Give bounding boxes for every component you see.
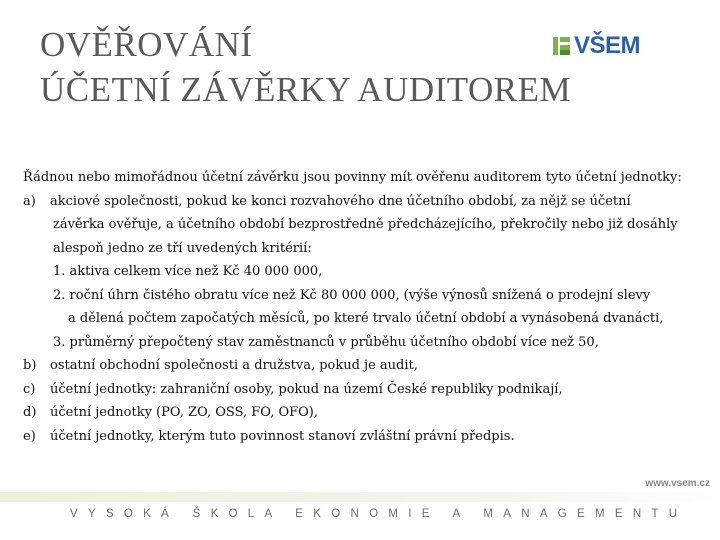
- slide-title-line-1: OVĚŘOVÁNÍ: [40, 25, 253, 64]
- list-item-c-text: účetní jednotky: zahraniční osoby, pokud na území České republiky podnikají,: [50, 381, 563, 397]
- slide-body: [23, 166, 713, 448]
- intro-text: Řádnou nebo mimořádnou účetní závěrku jsou povinny mít ověřenu auditorem tyto účetní jednotky:: [23, 170, 682, 185]
- list-marker: c): [23, 381, 36, 397]
- list-marker: e): [23, 428, 36, 444]
- list-item-e: [23, 425, 713, 449]
- vsem-logo: [553, 30, 653, 62]
- footer-band: [0, 492, 720, 502]
- list-item-d: [23, 401, 713, 425]
- list-item-b: [23, 354, 713, 378]
- list-item-a: [23, 190, 713, 214]
- list-item-a-line-2: závěrka ověřuje, a účetního období bezprostředně předcházejícího, překročily nebo již dosáhly: [53, 217, 678, 232]
- footer-url: www.vsem.cz: [645, 478, 710, 489]
- footer-school-name: VYSOKÁ ŠKOLA EKONOMIE A MANAGEMENTU: [70, 508, 688, 520]
- list-marker: a): [23, 193, 36, 209]
- criterion-3: 3. průměrný přepočtený stav zaměstnanců v průběhu účetního období více než 50,: [53, 334, 599, 350]
- criterion-2: 2. roční úhrn čistého obratu více než Kč 80 000 000, (výše výnosů snížená o prodejní slevy: [53, 287, 651, 303]
- vsem-logo-text: VŠEM: [574, 32, 641, 59]
- list-item-a-line-1: akciové společnosti, pokud ke konci rozvahového dne účetního období, za nějž se účetní: [50, 193, 631, 209]
- criterion-2-continued: a dělená počtem započatých měsíců, po které trvalo účetní období a vynásobená dvanácti,: [68, 311, 664, 326]
- list-item-d-text: účetní jednotky (PO, ZO, OSS, FO, OFO),: [50, 405, 318, 420]
- slide-title: [40, 22, 640, 112]
- list-item-b-text: ostatní obchodní společnosti a družstva, pokud je audit,: [50, 358, 418, 373]
- list-marker: d): [23, 405, 37, 420]
- list-item-c: [23, 378, 713, 402]
- list-marker: b): [23, 358, 37, 373]
- criterion-1: 1. aktiva celkem více než Kč 40 000 000,: [53, 264, 323, 279]
- list-item-a-line-3: alespoň jedno ze tří uvedených kritérií:: [53, 240, 312, 256]
- list-item-e-text: účetní jednotky, kterým tuto povinnost stanoví zvláštní právní předpis.: [50, 428, 515, 444]
- slide-title-line-2: ÚČETNÍ ZÁVĚRKY AUDITOREM: [40, 70, 572, 109]
- vsem-logo-mark-icon: [553, 35, 571, 57]
